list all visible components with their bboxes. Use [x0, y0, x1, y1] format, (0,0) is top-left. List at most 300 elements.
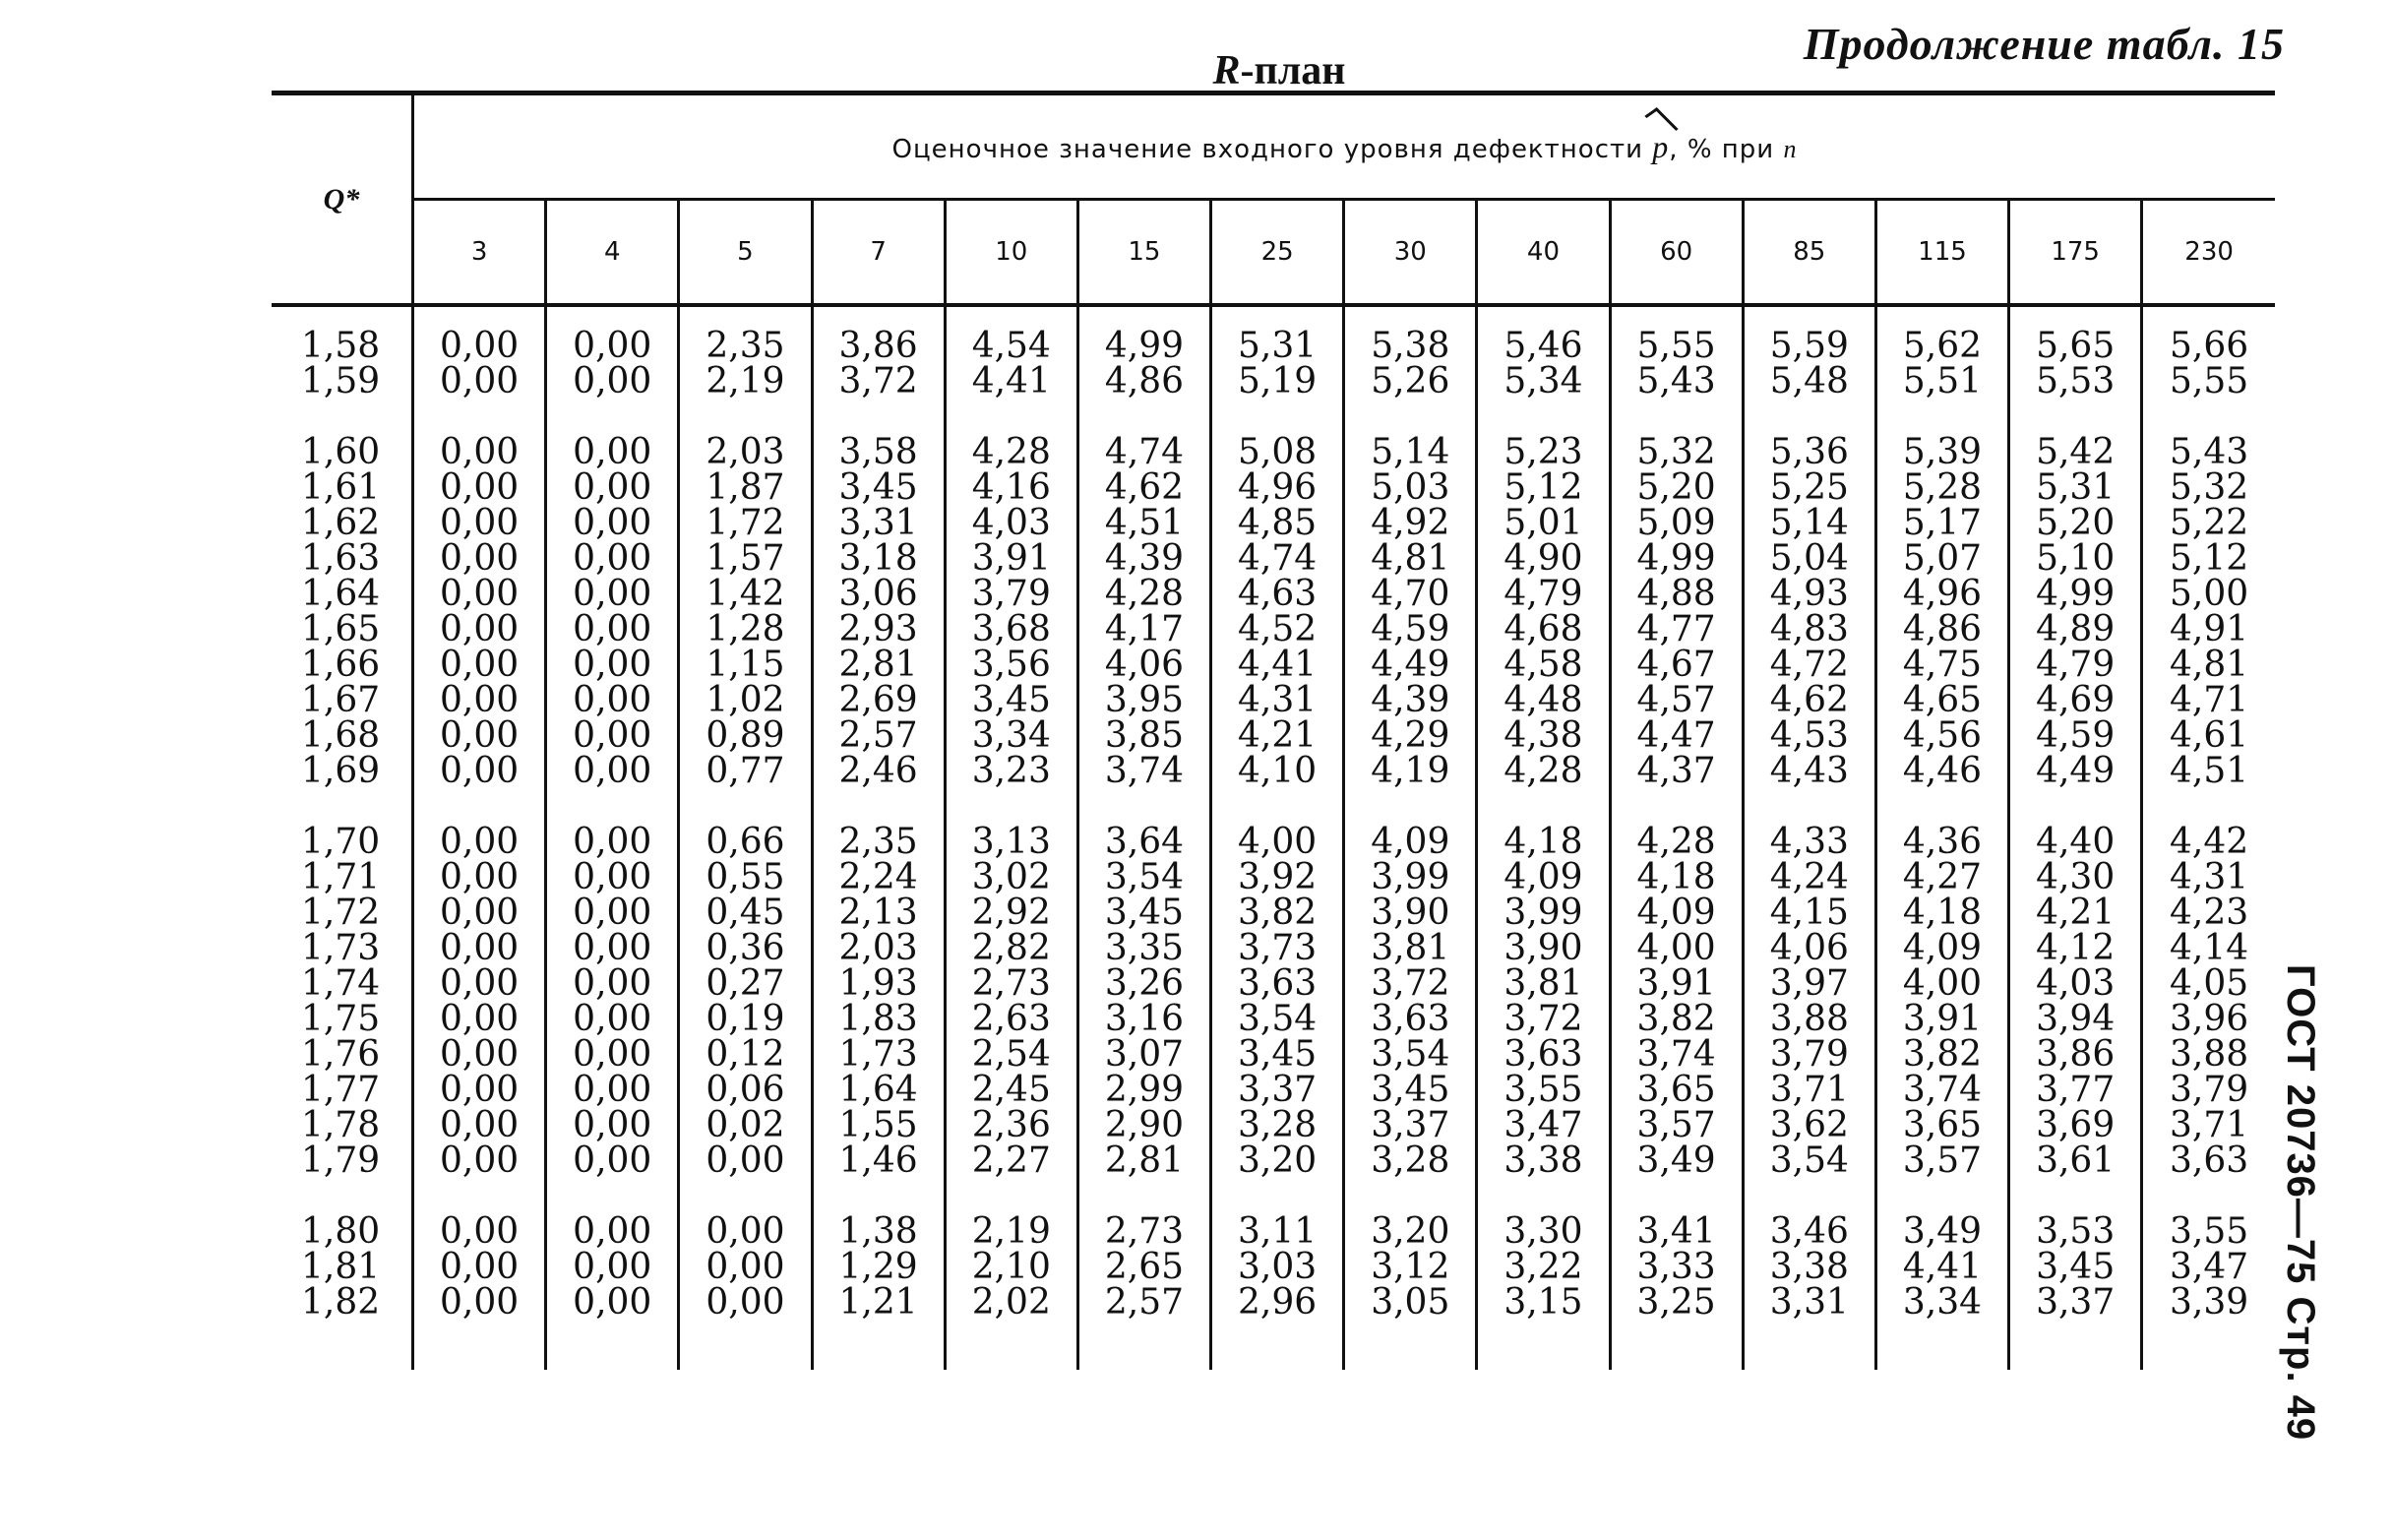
table-row	[272, 718, 2275, 754]
defect-value-cell: 3,99	[1344, 860, 1477, 895]
defect-value-cell: 0,00	[546, 754, 679, 789]
n-header-cell: 85	[1743, 200, 1875, 306]
defect-value-cell: 3,69	[2009, 1108, 2142, 1143]
table-row	[272, 1108, 2275, 1143]
defect-value-cell: 4,28	[1477, 754, 1610, 789]
q-value-cell: 1,79	[272, 1143, 413, 1179]
defect-value-cell: 5,55	[2142, 364, 2275, 400]
q-column-header: Q*	[272, 93, 413, 306]
defect-value-cell: 3,94	[2009, 1002, 2142, 1037]
defect-value-cell: 5,00	[2142, 577, 2275, 612]
defect-value-cell: 5,12	[2142, 541, 2275, 577]
defect-value-cell: 0,00	[546, 1143, 679, 1179]
spacer-cell	[413, 400, 546, 435]
q-value-cell: 1,70	[272, 825, 413, 860]
defect-value-cell: 0,00	[440, 999, 520, 1039]
spacer-cell	[1610, 1321, 1743, 1370]
defect-value-cell: 5,43	[1610, 364, 1743, 400]
q-value-cell: 1,71	[272, 860, 413, 895]
continuation-label: Продолжение табл. 15	[1803, 19, 2285, 69]
defect-value-cell: 2,24	[812, 860, 945, 895]
defect-value-cell: 4,41	[1875, 1250, 2008, 1285]
spacer-row	[272, 1321, 2275, 1370]
defect-value-cell: 3,65	[1875, 1108, 2008, 1143]
defect-value-cell: 0,00	[440, 609, 520, 649]
table-row	[272, 647, 2275, 683]
q-value-cell: 1,82	[272, 1285, 413, 1321]
defect-value-cell: 4,81	[1344, 541, 1477, 577]
defect-value-cell: 4,39	[1077, 541, 1210, 577]
q-value-cell: 1,81	[272, 1250, 413, 1285]
defect-value-cell: 0,00	[679, 1250, 812, 1285]
n-header-cell: 15	[1077, 200, 1210, 306]
table-row	[272, 860, 2275, 895]
spacer-cell	[812, 789, 945, 825]
spacer-cell	[1875, 400, 2008, 435]
defect-value-cell: 4,27	[1875, 860, 2008, 895]
defect-value-cell: 3,54	[1344, 1037, 1477, 1073]
defect-value-cell: 5,48	[1743, 364, 1875, 400]
defect-value-cell: 5,22	[2142, 506, 2275, 541]
defect-value-cell: 3,31	[1743, 1285, 1875, 1321]
defect-value-cell: 3,71	[2142, 1108, 2275, 1143]
defect-value-cell: 3,37	[2009, 1285, 2142, 1321]
spacer-cell	[1077, 789, 1210, 825]
table-row	[272, 612, 2275, 647]
defect-value-cell: 1,38	[812, 1214, 945, 1250]
defect-value-cell: 0,00	[440, 1140, 520, 1181]
defect-value-cell: 4,86	[1077, 364, 1210, 400]
defect-value-cell: 4,62	[1077, 470, 1210, 506]
defect-value-cell: 0,00	[546, 435, 679, 470]
spacer-cell	[2009, 1321, 2142, 1370]
defect-value-cell: 4,09	[1344, 825, 1477, 860]
defect-value-cell: 4,53	[1743, 718, 1875, 754]
defect-value-cell: 0,36	[679, 931, 812, 966]
defect-value-cell: 4,36	[1875, 825, 2008, 860]
spacer-cell	[2009, 400, 2142, 435]
table-row	[272, 364, 2275, 400]
spacer-cell	[546, 1179, 679, 1214]
defect-value-cell: 1,93	[812, 966, 945, 1002]
defect-value-cell: 4,96	[1875, 577, 2008, 612]
defect-value-cell: 0,00	[546, 612, 679, 647]
spacer-row	[272, 789, 2275, 825]
spacer-cell	[2009, 789, 2142, 825]
defect-value-cell: 4,18	[1875, 895, 2008, 931]
defect-value-cell: 3,02	[945, 860, 1077, 895]
defect-value-cell: 3,23	[945, 754, 1077, 789]
defect-value-cell: 3,61	[2009, 1143, 2142, 1179]
defect-value-cell: 0,00	[440, 1282, 520, 1323]
defect-value-cell: 3,35	[1077, 931, 1210, 966]
defect-value-cell: 3,68	[945, 612, 1077, 647]
defect-value-cell: 2,92	[945, 895, 1077, 931]
spacer-cell	[812, 400, 945, 435]
spacer-cell	[2009, 1179, 2142, 1214]
defect-value-cell: 4,77	[1610, 612, 1743, 647]
defect-value-cell: 3,37	[1211, 1073, 1344, 1108]
n-header-cell: 60	[1610, 200, 1743, 306]
defect-value-cell: 4,96	[1211, 470, 1344, 506]
defect-value-cell: 0,00	[440, 538, 520, 579]
spacer-cell	[546, 789, 679, 825]
defect-value-cell: 3,73	[1211, 931, 1344, 966]
defect-value-cell: 3,58	[812, 435, 945, 470]
defect-value-cell: 4,65	[1875, 683, 2008, 718]
defect-value-cell: 3,07	[1077, 1037, 1210, 1073]
defect-value-cell: 3,39	[2142, 1285, 2275, 1321]
defect-value-cell: 4,49	[2009, 754, 2142, 789]
defect-value-cell: 0,00	[546, 1073, 679, 1108]
spacer-cell	[1610, 789, 1743, 825]
defect-value-cell: 4,86	[1875, 612, 2008, 647]
n-header-cell: 4	[546, 200, 679, 306]
defect-value-cell: 3,63	[1211, 966, 1344, 1002]
defect-value-cell: 2,81	[1077, 1143, 1210, 1179]
defect-value-cell: 4,58	[1477, 647, 1610, 683]
defect-value-cell: 0,00	[546, 541, 679, 577]
header-row-top	[272, 93, 2275, 200]
n-symbol: n	[1783, 134, 1798, 163]
defect-value-cell: 5,39	[1875, 435, 2008, 470]
defect-value-cell: 3,34	[945, 718, 1077, 754]
defect-value-cell: 4,46	[1875, 754, 2008, 789]
defect-value-cell: 5,32	[1610, 435, 1743, 470]
defect-value-cell: 3,72	[1344, 966, 1477, 1002]
table-row	[272, 1250, 2275, 1285]
table-body	[272, 305, 2275, 1370]
spacer-cell	[413, 789, 546, 825]
spacer-cell	[546, 1321, 679, 1370]
spacer-cell	[812, 1321, 945, 1370]
defect-value-cell: 4,29	[1344, 718, 1477, 754]
table-row	[272, 541, 2275, 577]
defect-value-cell: 0,00	[546, 1108, 679, 1143]
defect-value-cell: 4,00	[1610, 931, 1743, 966]
spacer-cell	[679, 789, 812, 825]
defect-value-cell: 0,00	[546, 966, 679, 1002]
defect-value-cell: 2,57	[812, 718, 945, 754]
spacer-cell	[679, 1179, 812, 1214]
defect-value-cell: 3,54	[1077, 860, 1210, 895]
defect-value-cell: 0,00	[679, 1285, 812, 1321]
defect-value-cell: 3,47	[1477, 1108, 1610, 1143]
defect-value-cell: 4,71	[2142, 683, 2275, 718]
defect-value-cell: 0,00	[440, 1105, 520, 1145]
q-value-cell: 1,61	[272, 470, 413, 506]
table-row	[272, 470, 2275, 506]
defect-value-cell: 3,49	[1610, 1143, 1743, 1179]
defect-value-cell: 4,48	[1477, 683, 1610, 718]
defect-value-cell: 0,00	[546, 1002, 679, 1037]
table-row	[272, 966, 2275, 1002]
defect-value-cell: 5,51	[1875, 364, 2008, 400]
defect-value-cell: 5,62	[1875, 329, 2008, 364]
n-header-cell: 175	[2009, 200, 2142, 306]
defect-value-cell: 4,57	[1610, 683, 1743, 718]
defect-value-cell: 5,08	[1211, 435, 1344, 470]
n-header-cell: 10	[945, 200, 1077, 306]
defect-value-cell: 4,09	[1875, 931, 2008, 966]
defect-value-cell: 3,34	[1875, 1285, 2008, 1321]
defect-value-cell: 3,88	[2142, 1037, 2275, 1073]
defect-value-cell: 4,42	[2142, 825, 2275, 860]
defect-value-cell: 3,81	[1344, 931, 1477, 966]
defect-value-cell: 3,54	[1743, 1143, 1875, 1179]
defect-value-cell: 4,74	[1077, 435, 1210, 470]
defect-value-cell: 1,21	[812, 1285, 945, 1321]
defect-value-cell: 0,89	[679, 718, 812, 754]
defect-value-cell: 5,26	[1344, 364, 1477, 400]
defect-value-cell: 3,55	[2142, 1214, 2275, 1250]
defect-value-cell: 4,51	[2142, 754, 2275, 789]
defect-value-cell: 4,75	[1875, 647, 2008, 683]
defect-value-cell: 3,45	[1344, 1073, 1477, 1108]
defect-value-cell: 0,00	[546, 577, 679, 612]
defect-value-cell: 2,36	[945, 1108, 1077, 1143]
defect-value-cell: 4,88	[1610, 577, 1743, 612]
defect-value-cell: 4,41	[945, 364, 1077, 400]
q-value-cell: 1,60	[272, 435, 413, 470]
defect-value-cell: 1,02	[679, 683, 812, 718]
defect-value-cell: 4,19	[1344, 754, 1477, 789]
defect-value-cell: 0,00	[546, 860, 679, 895]
defect-value-cell: 3,22	[1477, 1250, 1610, 1285]
q-value-cell: 1,72	[272, 895, 413, 931]
q-value-cell: 1,64	[272, 577, 413, 612]
defect-value-cell: 0,00	[440, 326, 520, 366]
defect-value-cell: 1,64	[812, 1073, 945, 1108]
defect-value-cell: 3,90	[1344, 895, 1477, 931]
defect-value-cell: 3,06	[812, 577, 945, 612]
defect-value-cell: 5,53	[2009, 364, 2142, 400]
defect-value-cell: 3,79	[945, 577, 1077, 612]
defect-value-cell: 2,27	[945, 1143, 1077, 1179]
defect-value-cell: 1,57	[679, 541, 812, 577]
estimate-header-text: Оценочное значение входного уровня дефектности	[891, 134, 1644, 164]
defect-value-cell: 3,74	[1077, 754, 1210, 789]
spacer-cell	[679, 1321, 812, 1370]
defect-value-cell: 4,59	[1344, 612, 1477, 647]
defect-value-cell: 3,91	[945, 541, 1077, 577]
table-row	[272, 1143, 2275, 1179]
defect-value-cell: 3,91	[1875, 1002, 2008, 1037]
defect-value-cell: 4,40	[2009, 825, 2142, 860]
spacer-cell	[1610, 1179, 1743, 1214]
defect-value-cell: 4,63	[1211, 577, 1344, 612]
defect-value-cell: 5,46	[1477, 329, 1610, 364]
defect-value-cell: 3,57	[1875, 1143, 2008, 1179]
spacer-cell	[679, 400, 812, 435]
spacer-cell	[272, 789, 413, 825]
defect-value-cell: 0,00	[440, 822, 520, 862]
table-header	[272, 93, 2275, 306]
defect-value-cell: 3,86	[2009, 1037, 2142, 1073]
spacer-cell	[945, 1321, 1077, 1370]
estimate-header-tail: , % при	[1669, 134, 1775, 164]
defect-value-cell: 2,99	[1077, 1073, 1210, 1108]
defect-value-cell: 5,04	[1743, 541, 1875, 577]
defect-value-cell: 5,20	[2009, 506, 2142, 541]
spacer-cell	[2142, 400, 2275, 435]
defect-value-cell: 1,46	[812, 1143, 945, 1179]
defect-value-cell: 5,28	[1875, 470, 2008, 506]
spacer-cell	[2142, 789, 2275, 825]
defect-value-cell: 4,18	[1477, 825, 1610, 860]
defect-value-cell: 0,00	[440, 467, 520, 508]
defect-value-cell: 2,93	[812, 612, 945, 647]
defect-value-cell: 0,00	[440, 645, 520, 685]
defect-value-cell: 0,00	[679, 1214, 812, 1250]
defect-value-cell: 2,65	[1077, 1250, 1210, 1285]
defect-value-cell: 0,00	[546, 1037, 679, 1073]
spacer-cell	[1477, 1321, 1610, 1370]
defect-value-cell: 3,71	[1743, 1073, 1875, 1108]
spacer-cell	[945, 789, 1077, 825]
q-value-cell: 1,73	[272, 931, 413, 966]
defect-value-cell: 4,15	[1743, 895, 1875, 931]
defect-value-cell: 2,90	[1077, 1108, 1210, 1143]
estimate-group-header	[413, 93, 2276, 200]
table-row	[272, 683, 2275, 718]
defect-value-cell: 0,02	[679, 1108, 812, 1143]
defect-value-cell: 4,47	[1610, 718, 1743, 754]
table-row	[272, 506, 2275, 541]
defect-value-cell: 4,43	[1743, 754, 1875, 789]
defect-value-cell: 2,35	[812, 825, 945, 860]
defect-value-cell: 4,09	[1477, 860, 1610, 895]
defect-value-cell: 3,30	[1477, 1214, 1610, 1250]
defect-value-cell: 4,72	[1743, 647, 1875, 683]
defect-value-cell: 2,03	[812, 931, 945, 966]
defect-value-cell: 0,00	[679, 1143, 812, 1179]
defect-value-cell: 2,45	[945, 1073, 1077, 1108]
defect-level-table	[272, 91, 2275, 1370]
n-header-cell: 7	[812, 200, 945, 306]
defect-value-cell: 1,29	[812, 1250, 945, 1285]
spacer-cell	[272, 400, 413, 435]
defect-value-cell: 3,53	[2009, 1214, 2142, 1250]
defect-value-cell: 4,92	[1344, 506, 1477, 541]
defect-value-cell: 0,00	[546, 931, 679, 966]
defect-value-cell: 3,49	[1875, 1214, 2008, 1250]
spacer-cell	[1077, 1321, 1210, 1370]
defect-value-cell: 5,17	[1875, 506, 2008, 541]
defect-value-cell: 0,00	[440, 857, 520, 897]
defect-value-cell: 5,32	[2142, 470, 2275, 506]
spacer-cell	[812, 1179, 945, 1214]
defect-value-cell: 2,73	[945, 966, 1077, 1002]
q-value-cell: 1,78	[272, 1108, 413, 1143]
table-row	[272, 435, 2275, 470]
defect-value-cell: 0,00	[546, 647, 679, 683]
n-header-cell: 30	[1344, 200, 1477, 306]
defect-value-cell: 0,00	[546, 1214, 679, 1250]
plan-title	[0, 47, 2393, 94]
defect-value-cell: 2,96	[1211, 1285, 1344, 1321]
n-header-cell: 5	[679, 200, 812, 306]
defect-value-cell: 0,00	[546, 364, 679, 400]
table-row	[272, 754, 2275, 789]
defect-value-cell: 1,15	[679, 647, 812, 683]
n-header-cell: 3	[413, 200, 546, 306]
defect-value-cell: 5,09	[1610, 506, 1743, 541]
defect-value-cell: 3,37	[1344, 1108, 1477, 1143]
spacer-cell	[1211, 400, 1344, 435]
defect-value-cell: 4,93	[1743, 577, 1875, 612]
defect-value-cell: 0,00	[440, 503, 520, 543]
defect-value-cell: 4,06	[1077, 647, 1210, 683]
defect-value-cell: 4,99	[1610, 541, 1743, 577]
defect-value-cell: 4,89	[2009, 612, 2142, 647]
defect-value-cell: 4,54	[945, 329, 1077, 364]
defect-value-cell: 2,35	[679, 329, 812, 364]
q-value-cell: 1,69	[272, 754, 413, 789]
defect-value-cell: 4,67	[1610, 647, 1743, 683]
defect-value-cell: 4,31	[1211, 683, 1344, 718]
defect-value-cell: 4,56	[1875, 718, 2008, 754]
n-header-cell: 25	[1211, 200, 1344, 306]
defect-value-cell: 0,00	[440, 715, 520, 756]
defect-value-cell: 2,19	[945, 1214, 1077, 1250]
defect-value-cell: 3,25	[1610, 1285, 1743, 1321]
spacer-row	[272, 1179, 2275, 1214]
defect-value-cell: 4,79	[1477, 577, 1610, 612]
defect-value-cell: 4,61	[2142, 718, 2275, 754]
defect-value-cell: 5,14	[1344, 435, 1477, 470]
defect-value-cell: 4,69	[2009, 683, 2142, 718]
spacer-cell	[1875, 1179, 2008, 1214]
defect-value-cell: 3,46	[1743, 1214, 1875, 1250]
defect-value-cell: 5,55	[1610, 329, 1743, 364]
defect-value-cell: 3,45	[2009, 1250, 2142, 1285]
spacer-cell	[1211, 789, 1344, 825]
defect-value-cell: 5,31	[1211, 329, 1344, 364]
defect-value-cell: 3,38	[1743, 1250, 1875, 1285]
defect-value-cell: 4,03	[2009, 966, 2142, 1002]
defect-value-cell: 4,99	[1077, 329, 1210, 364]
defect-value-cell: 2,63	[945, 1002, 1077, 1037]
spacer-cell	[1344, 1321, 1477, 1370]
defect-value-cell: 4,16	[945, 470, 1077, 506]
defect-value-cell: 3,57	[1610, 1108, 1743, 1143]
spacer-cell	[1743, 400, 1875, 435]
defect-value-cell: 1,55	[812, 1108, 945, 1143]
defect-value-cell: 0,00	[440, 432, 520, 472]
defect-value-cell: 4,38	[1477, 718, 1610, 754]
defect-value-cell: 3,15	[1477, 1285, 1610, 1321]
n-header-cell: 40	[1477, 200, 1610, 306]
defect-value-cell: 5,19	[1211, 364, 1344, 400]
defect-value-cell: 3,45	[1211, 1037, 1344, 1073]
n-header-cell: 230	[2142, 200, 2275, 306]
plan-title-rest: -план	[1240, 48, 1346, 93]
defect-value-cell: 3,79	[2142, 1073, 2275, 1108]
spacer-cell	[945, 1179, 1077, 1214]
defect-value-cell: 3,16	[1077, 1002, 1210, 1037]
defect-value-cell: 2,73	[1077, 1214, 1210, 1250]
standard-page-label: ГОСТ 20736—75 Стр. 49	[2279, 964, 2322, 1442]
defect-value-cell: 4,62	[1743, 683, 1875, 718]
defect-value-cell: 3,77	[2009, 1073, 2142, 1108]
defect-value-cell: 0,77	[679, 754, 812, 789]
defect-value-cell: 1,42	[679, 577, 812, 612]
spacer-cell	[1344, 1179, 1477, 1214]
defect-value-cell: 4,79	[2009, 647, 2142, 683]
defect-value-cell: 4,21	[1211, 718, 1344, 754]
defect-value-cell: 4,74	[1211, 541, 1344, 577]
